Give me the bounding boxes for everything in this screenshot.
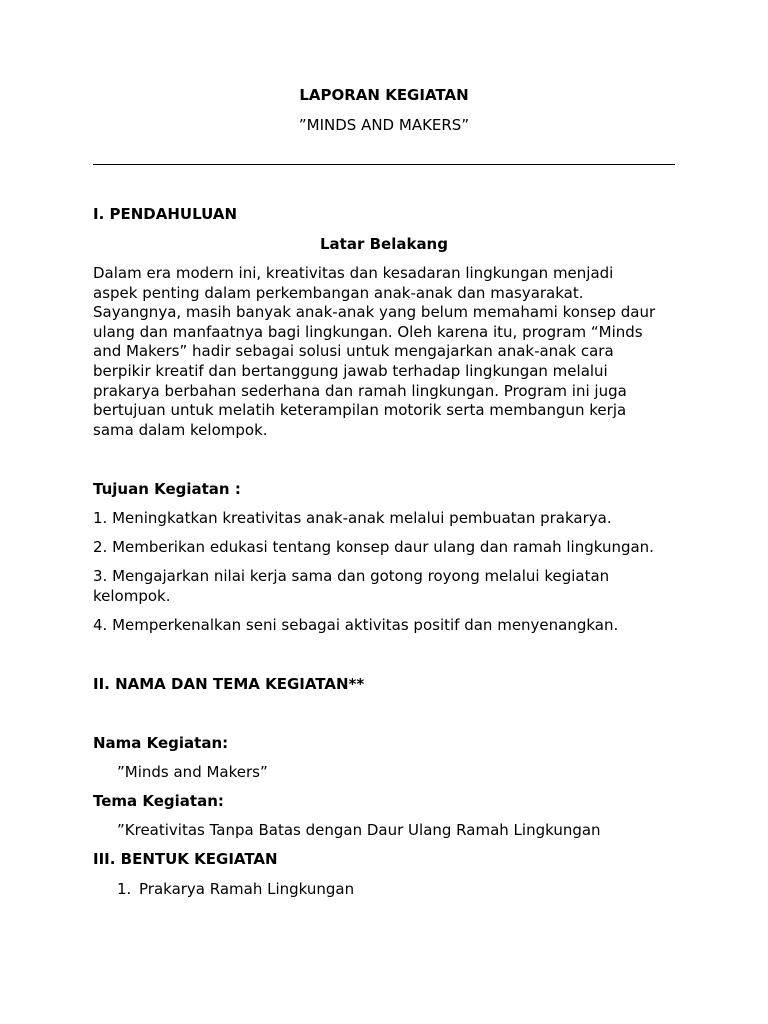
tema-kegiatan-value: ”Kreativitas Tanpa Batas dengan Daur Ulang Ramah Lingkungan <box>117 821 601 839</box>
paragraph-line: prakarya berbahan sederhana dan ramah lingkungan. Program ini juga <box>93 381 627 400</box>
paragraph-line: ulang dan manfaatnya bagi lingkungan. Oleh karena itu, program “Minds <box>93 322 643 341</box>
tujuan-item: 2. Memberikan edukasi tentang konsep daur ulang dan ramah lingkungan. <box>93 538 654 556</box>
tujuan-heading: Tujuan Kegiatan : <box>93 480 241 498</box>
bentuk-item-number: 1. <box>117 880 132 898</box>
section-1-heading: I. PENDAHULUAN <box>93 205 237 223</box>
latar-belakang-heading: Latar Belakang <box>320 235 448 253</box>
nama-kegiatan-label: Nama Kegiatan: <box>93 734 229 752</box>
section-3-heading: III. BENTUK KEGIATAN <box>93 850 278 868</box>
paragraph-line: and Makers” hadir sebagai solusi untuk mengajarkan anak-anak cara <box>93 342 614 361</box>
section-2-heading: II. NAMA DAN TEMA KEGIATAN** <box>93 675 365 693</box>
document-subtitle: ”MINDS AND MAKERS” <box>298 116 470 134</box>
tema-kegiatan-label: Tema Kegiatan: <box>93 792 224 810</box>
paragraph-line: sama dalam kelompok. <box>93 420 268 439</box>
paragraph-line: Dalam era modern ini, kreativitas dan kesadaran lingkungan menjadi <box>93 264 614 282</box>
tujuan-item: 3. Mengajarkan nilai kerja sama dan gotong royong melalui kegiatan <box>93 567 610 585</box>
tujuan-item: 4. Memperkenalkan seni sebagai aktivitas positif dan menyenangkan. <box>93 616 619 634</box>
paragraph-line: aspek penting dalam perkembangan anak-anak dan masyarakat. <box>93 283 584 302</box>
paragraph-line: bertujuan untuk melatih keterampilan motorik serta membangun kerja <box>93 401 627 420</box>
nama-kegiatan-value: ”Minds and Makers” <box>117 763 268 781</box>
paragraph-line: Sayangnya, masih banyak anak-anak yang belum memahami konsep daur <box>93 303 656 322</box>
latar-belakang-paragraph <box>93 264 675 440</box>
tujuan-item-continued: kelompok. <box>93 587 171 605</box>
tujuan-item: 1. Meningkatkan kreativitas anak-anak melalui pembuatan prakarya. <box>93 509 612 527</box>
document-title: LAPORAN KEGIATAN <box>299 86 469 104</box>
paragraph-line: berpikir kreatif dan bertanggung jawab terhadap lingkungan melalui <box>93 361 608 380</box>
horizontal-rule <box>93 164 675 165</box>
bentuk-item-text: Prakarya Ramah Lingkungan <box>139 880 355 898</box>
